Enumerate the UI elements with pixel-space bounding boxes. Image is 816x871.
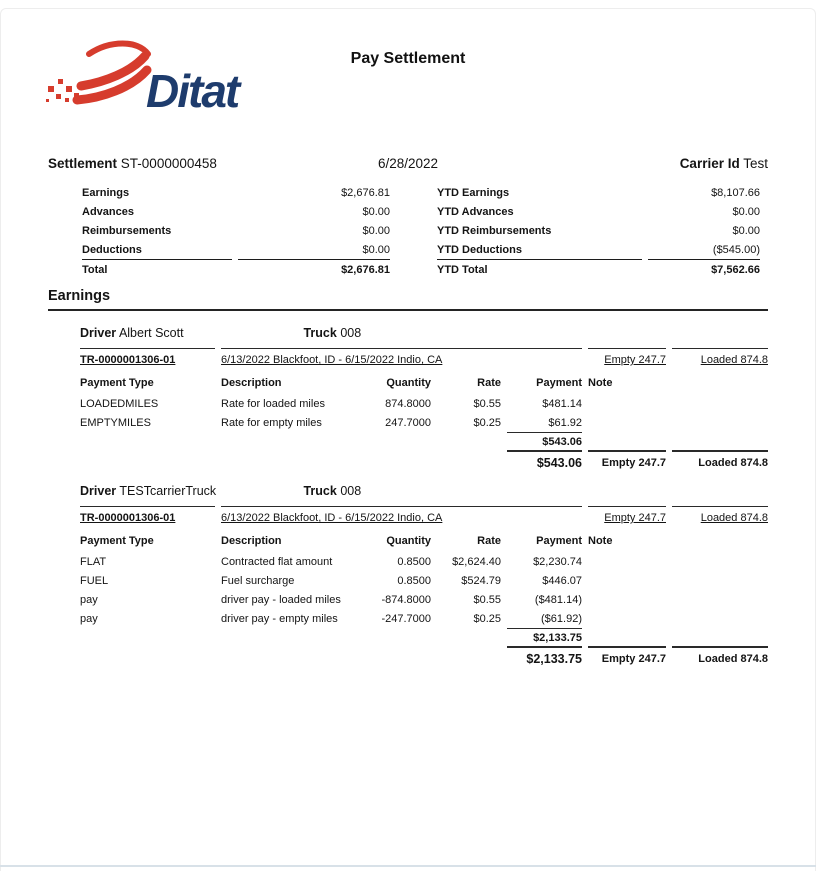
payment-row [80,552,768,571]
driver-total-empty-miles: Empty 247.7 [588,450,666,474]
table-row [437,183,760,202]
settlement-header-row [48,156,768,171]
driver-total-row [80,646,768,670]
driver-earnings-block [0,484,816,670]
column-header-row [80,526,768,552]
payment-note [588,609,666,628]
summary-value: $0.00 [362,243,390,256]
payment-type: EMPTYMILES [80,416,151,429]
column-header: Note [588,535,613,547]
driver-total-loaded-miles: Loaded 874.8 [672,450,768,474]
trip-row [80,348,768,368]
summary-label: YTD Earnings [437,186,510,199]
summary-value: $0.00 [732,224,760,237]
document-title: Pay Settlement [350,50,466,67]
payment-row [80,609,768,628]
payment-quantity: 0.8500 [397,574,431,587]
payment-amount: ($481.14) [534,593,582,606]
trip-subtotal-value: $2,133.75 [507,628,582,646]
trip-row [80,506,768,526]
payment-note [588,590,666,609]
driver-name [80,326,300,340]
carrier-id-value: Test [743,156,768,171]
summary-table-current [76,183,396,279]
column-header: Payment [536,377,582,389]
column-header: Payment [536,535,582,547]
driver-total-value: $543.06 [507,450,582,474]
summary-label: Advances [82,205,134,218]
payment-quantity: 874.8000 [385,397,431,410]
payment-amount: ($61.92) [541,612,582,625]
payment-row [80,413,768,432]
payment-row [80,394,768,413]
column-header: Rate [477,377,501,389]
table-row [437,221,760,240]
payment-note [588,394,666,413]
summary-label: YTD Reimbursements [437,224,552,237]
column-header: Description [221,535,282,547]
trip-id-link[interactable]: TR-0000001306-01 [80,506,215,526]
summary-total-value: $7,562.66 [648,259,760,279]
payment-amount: $481.14 [542,397,582,410]
summary-total-label: Total [82,259,232,279]
truck [303,326,361,340]
summary-total-row [82,259,390,279]
payment-rate: $0.55 [473,397,501,410]
payments-table [74,506,774,670]
driver-earnings-block [0,326,816,474]
trip-subtotal-value: $543.06 [507,432,582,450]
payment-quantity: 247.7000 [385,416,431,429]
summary-total-row [437,259,760,279]
settlement-label: Settlement [48,156,118,171]
column-header-spacer [672,368,768,394]
spacer-cell [672,571,768,590]
payment-rate: $0.55 [473,593,501,606]
payment-type: pay [80,593,98,606]
carrier-id [528,156,768,171]
driver-row [80,326,816,348]
driver-total-value: $2,133.75 [507,646,582,670]
payment-type: LOADEDMILES [80,397,159,410]
summary-value: $8,107.66 [711,186,760,199]
payment-type: pay [80,612,98,625]
payment-amount: $2,230.74 [533,555,582,568]
table-row [82,221,390,240]
summary-label: Earnings [82,186,130,199]
truck-number: 008 [340,484,362,498]
trip-loaded-miles-link[interactable]: Loaded 874.8 [672,348,768,368]
payment-rate: $0.25 [473,416,501,429]
payment-description: driver pay - loaded miles [221,593,341,606]
payment-note [588,552,666,571]
payment-quantity: -247.7000 [381,612,431,625]
payment-quantity: -874.8000 [381,593,431,606]
spacer-cell [672,394,768,413]
driver-name [80,484,300,498]
payment-quantity: 0.8500 [397,555,431,568]
payments-table [74,348,774,474]
settlement-summary [76,183,766,279]
column-header-spacer [672,526,768,552]
column-header: Payment Type [80,535,154,547]
summary-value: $0.00 [362,205,390,218]
driver-label: Driver [80,484,117,498]
trip-subtotal-row [80,432,768,450]
column-header: Payment Type [80,377,154,389]
settlement-number-value: ST-0000000458 [120,156,217,171]
summary-total-label: YTD Total [437,259,642,279]
column-header: Quantity [386,535,431,547]
payment-description: Contracted flat amount [221,555,333,568]
trip-route-link[interactable]: 6/13/2022 Blackfoot, ID - 6/15/2022 Indio, CA [221,506,582,526]
driver-total-row [80,450,768,474]
driver-name-value: TESTcarrierTruck [119,484,217,498]
payment-rate: $2,624.40 [452,555,501,568]
settlement-number [48,156,288,171]
payment-row [80,590,768,609]
summary-value: ($545.00) [712,243,760,256]
payment-note [588,413,666,432]
payment-row [80,571,768,590]
summary-label: Reimbursements [82,224,172,237]
trip-empty-miles-link[interactable]: Empty 247.7 [588,506,666,526]
settlement-date: 6/28/2022 [377,156,439,171]
logo-wordmark: Ditat [146,65,239,118]
table-row [437,202,760,221]
payment-description: driver pay - empty miles [221,612,338,625]
summary-table-ytd [431,183,766,279]
driver-label: Driver [80,326,117,340]
column-header: Quantity [386,377,431,389]
truck-label: Truck [303,484,337,498]
logo-swoosh-icon [46,37,152,114]
spacer-cell [672,609,768,628]
summary-label: Deductions [82,243,142,256]
driver-name-value: Albert Scott [118,326,184,340]
payment-type: FLAT [80,555,107,568]
payment-description: Rate for loaded miles [221,397,325,410]
summary-value: $0.00 [732,205,760,218]
trip-loaded-miles-link[interactable]: Loaded 874.8 [672,506,768,526]
table-row [82,202,390,221]
truck-label: Truck [303,326,337,340]
payment-description: Fuel surcharge [221,574,295,587]
spacer-cell [672,552,768,571]
column-header: Rate [477,535,501,547]
spacer-cell [672,590,768,609]
spacer-cell [672,413,768,432]
truck [303,484,361,498]
table-row [82,240,390,259]
table-row [437,240,760,259]
driver-total-empty-miles: Empty 247.7 [588,646,666,670]
summary-label: YTD Advances [437,205,514,218]
summary-value: $0.00 [362,224,390,237]
payment-rate: $0.25 [473,612,501,625]
summary-label: YTD Deductions [437,243,522,256]
payment-amount: $446.07 [542,574,582,587]
trip-route-link[interactable]: 6/13/2022 Blackfoot, ID - 6/15/2022 Indio, CA [221,348,582,368]
trip-empty-miles-link[interactable]: Empty 247.7 [588,348,666,368]
driver-total-loaded-miles: Loaded 874.8 [672,646,768,670]
earnings-section-heading: Earnings [48,288,768,311]
payment-note [588,571,666,590]
truck-number: 008 [340,326,362,340]
page-bottom-border [0,865,816,867]
table-row [82,183,390,202]
trip-subtotal-row [80,628,768,646]
payment-type: FUEL [80,574,109,587]
summary-total-value: $2,676.81 [238,259,390,279]
payment-amount: $61.92 [548,416,582,429]
column-header: Description [221,377,282,389]
column-header: Note [588,377,613,389]
carrier-id-label: Carrier Id [679,156,740,171]
trip-id-link[interactable]: TR-0000001306-01 [80,348,215,368]
payment-description: Rate for empty miles [221,416,322,429]
payment-rate: $524.79 [461,574,501,587]
summary-value: $2,676.81 [341,186,390,199]
driver-row [80,484,816,506]
column-header-row [80,368,768,394]
